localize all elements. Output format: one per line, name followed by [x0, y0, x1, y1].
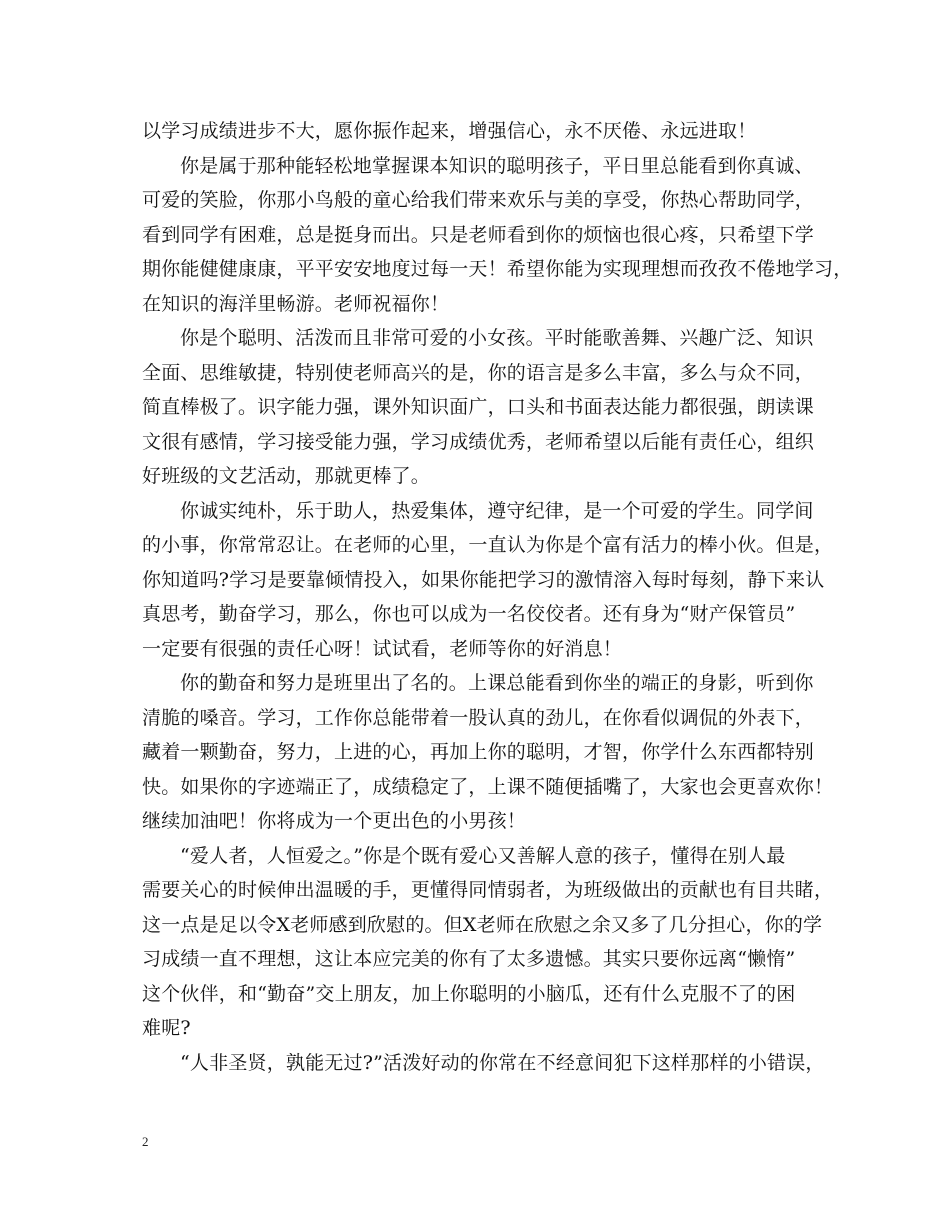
text-line: 难呢?	[142, 1017, 191, 1039]
text-line: “爱人者，人恒爱之。”你是个既有爱心又善解人意的孩子，懂得在别人最	[180, 844, 786, 867]
document-body	[142, 114, 853, 1080]
text-line: 习成绩一直不理想，这让本应完美的你有了太多遗憾。其实只要你远离“懒惰”	[142, 948, 796, 970]
text-line: 清脆的嗓音。学习，工作你总能带着一股认真的劲儿，在你看似调侃的外表下，	[142, 706, 815, 729]
text-line: 你诚实纯朴，乐于助人，热爱集体，遵守纪律，是一个可爱的学生。同学间	[180, 499, 814, 522]
text-line: 全面、思维敏捷，特别使老师高兴的是，你的语言是多么丰富，多么与众不同，	[142, 361, 815, 384]
text-line: 这一点是足以令X老师感到欣慰的。但X老师在欣慰之余又多了几分担心，你的学	[142, 913, 823, 936]
text-line: 继续加油吧！你将成为一个更出色的小男孩！	[142, 810, 527, 832]
paragraph	[142, 1046, 825, 1081]
paragraph	[142, 321, 822, 494]
text-line: 在知识的海洋里畅游。老师祝福你！	[142, 292, 450, 315]
text-line: 看到同学有困难，总是挺身而出。只是老师看到你的烦恼也很心疼，只希望下学	[142, 223, 815, 246]
text-line: 你是属于那种能轻松地掌握课本知识的聪明孩子，平日里总能看到你真诚、	[180, 154, 814, 177]
text-line: 快。如果你的字迹端正了，成绩稳定了，上课不随便插嘴了，大家也会更喜欢你！	[142, 775, 834, 798]
text-line: 藏着一颗勤奋，努力，上进的心，再加上你的聪明，才智，你学什么东西都特别	[142, 741, 815, 763]
text-line: 好班级的文艺活动，那就更棒了。	[142, 465, 431, 487]
text-line: 你是个聪明、活泼而且非常可爱的小女孩。平时能歌善舞、兴趣广泛、知识	[180, 327, 814, 349]
text-line: 的小事，你常常忍让。在老师的心里，一直认为你是个富有活力的棒小伙。但是，	[142, 534, 834, 556]
text-line: 简直棒极了。识字能力强，课外知识面广，口头和书面表达能力都很强，朗读课	[142, 396, 815, 418]
paragraph	[142, 114, 822, 149]
text-line: 这个伙伴，和“勤奋”交上朋友，加上你聪明的小脑瓜，还有什么克服不了的困	[142, 982, 796, 1005]
text-line: 期你能健健康康，平平安安地度过每一天！希望你能为实现理想而孜孜不倦地学习，	[142, 258, 853, 280]
text-line: 需要关心的时候伸出温暖的手，更懂得同情弱者，为班级做出的贡献也有目共睹，	[142, 879, 834, 901]
text-line: 文很有感情，学习接受能力强，学习成绩优秀，老师希望以后能有责任心，组织	[142, 430, 815, 453]
text-line: 以学习成绩进步不大，愿你振作起来，增强信心，永不厌倦、永远进取！	[142, 120, 757, 142]
paragraph	[142, 666, 834, 839]
text-line: 可爱的笑脸，你那小鸟般的童心给我们带来欢乐与美的享受，你热心帮助同学，	[142, 189, 815, 211]
text-line: “人非圣贤，孰能无过?”活泼好动的你常在不经意间犯下这样那样的小错误，	[180, 1051, 825, 1074]
text-line: 你知道吗?学习是要靠倾情投入，如果你能把学习的激情溶入每时每刻，静下来认	[142, 568, 825, 591]
text-line: 你的勤奋和努力是班里出了名的。上课总能看到你坐的端正的身影，听到你	[180, 672, 814, 694]
paragraph	[142, 494, 834, 667]
paragraph	[142, 149, 853, 322]
paragraph	[142, 839, 834, 1046]
page-number: 2	[142, 1134, 149, 1149]
text-line: 真思考，勤奋学习，那么，你也可以成为一名佼佼者。还有身为“财产保管员”	[142, 603, 796, 625]
text-line: 一定要有很强的责任心呀！试试看，老师等你的好消息！	[142, 637, 623, 660]
